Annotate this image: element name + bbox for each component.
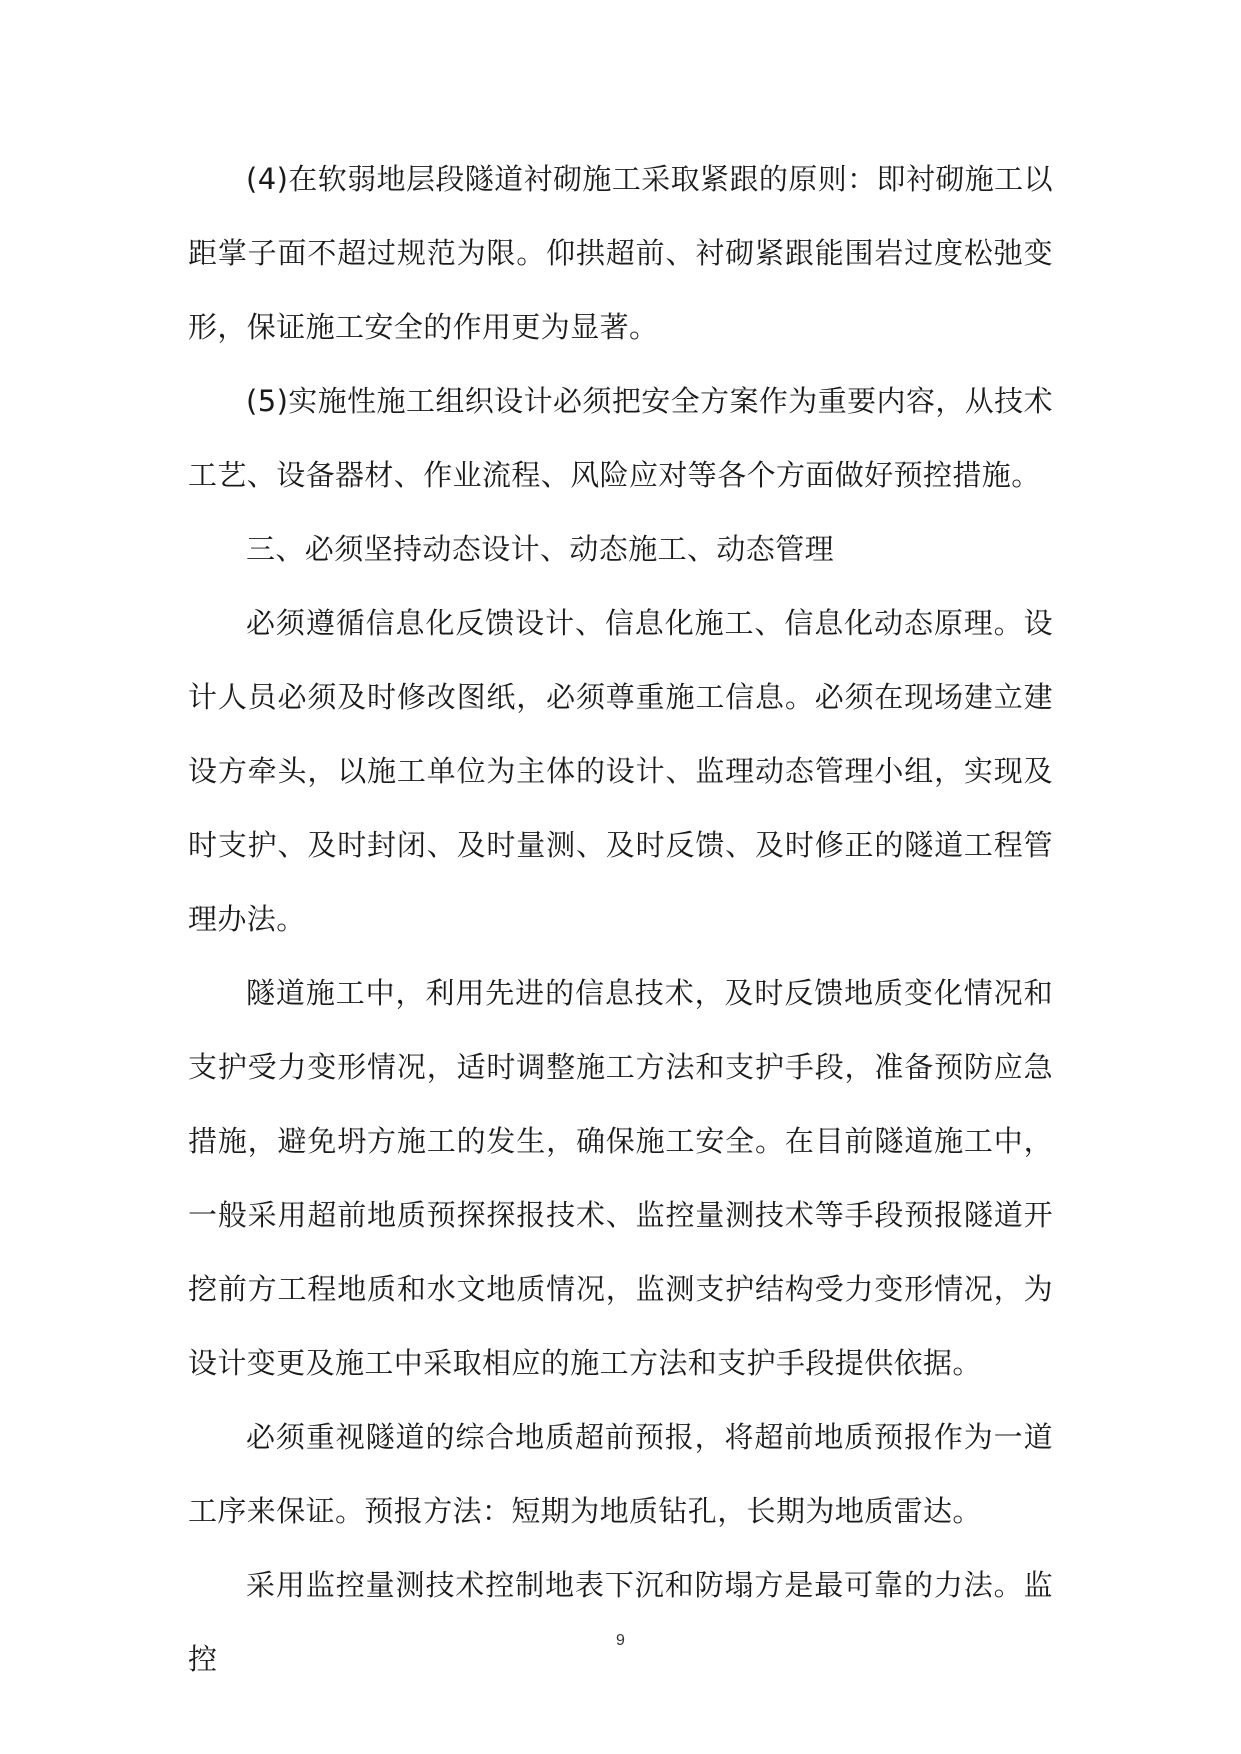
paragraph-tunnel-construction: 隧道施工中，利用先进的信息技术，及时反馈地质变化情况和支护受力变形情况，适时调整施工方法和支护手段，准备预防应急措施，避免坍方施工的发生，确保施工安全。在目前隧道施工中，一般采用超前地质预探探报技术、监控量测技术等手段预报隧道开挖前方工程地质和水文地质情况，监测支护结构受力变形情况，为设计变更及施工中采取相应的施工方法和支护手段提供依据。: [188, 976, 1053, 1380]
paragraph-monitoring: 采用监控量测技术控制地表下沉和防塌方是最可靠的力法。监控: [188, 1568, 1053, 1676]
paragraph-information-feedback: 必须遵循信息化反馈设计、信息化施工、信息化动态原理。设计人员必须及时修改图纸，必须尊重施工信息。必须在现场建立建设方牵头，以施工单位为主体的设计、监理动态管理小组，实现及时支护、及时封闭、及时量测、及时反馈、及时修正的隧道工程管理办法。: [188, 606, 1053, 936]
paragraph-construction-design: (5)实施性施工组织设计必须把安全方案作为重要内容，从技术工艺、设备器材、作业流程、风险应对等各个方面做好预控措施。: [188, 384, 1053, 492]
section-heading-dynamic: 三、必须坚持动态设计、动态施工、动态管理: [246, 532, 835, 566]
page-number: 9: [616, 1632, 625, 1649]
paragraph-geological-forecast: 必须重视隧道的综合地质超前预报，将超前地质预报作为一道工序来保证。预报方法：短期为地质钻孔，长期为地质雷达。: [188, 1420, 1053, 1528]
paragraph-lining-principle: (4)在软弱地层段隧道衬砌施工采取紧跟的原则：即衬砌施工以距掌子面不超过规范为限。仰拱超前、衬砌紧跟能围岩过度松弛变形，保证施工安全的作用更为显著。: [188, 162, 1053, 344]
body-text: [188, 142, 1053, 1696]
